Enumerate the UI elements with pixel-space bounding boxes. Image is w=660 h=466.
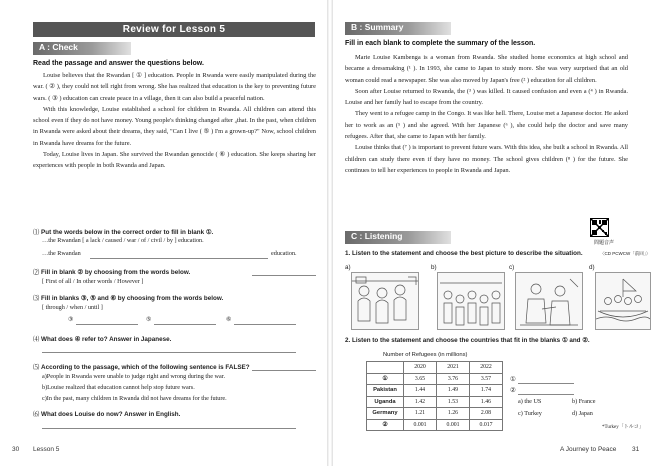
section-c-title: C : Listening — [345, 231, 451, 244]
passage — [33, 70, 316, 172]
footer-title: A Journey to Peace — [560, 446, 617, 453]
summary — [345, 52, 628, 176]
listening-question-1: 1. Listen to the statement and choose the best picture to describe the situation. — [345, 250, 583, 257]
table-cell: 1.74 — [470, 385, 503, 397]
summary-paragraph: Marie Louise Kambenga is a woman from Rwanda. She studied home economics at high school and became a dressmaking (¹ ). In 1993, she came to Japan to study more. She was very surprised that an old woman could read a newspaper. She was also moved by Japan's free (² ) education for all children. — [345, 54, 628, 84]
question-3: ⑶ Fill in blanks ③, ⑤ and ⑥ by choosing from the words below. — [33, 295, 224, 302]
q3-blank-5-label: ⑤ — [146, 316, 152, 323]
q3-options: [ through / when / until ] — [42, 304, 103, 311]
picture-a-label: a) — [345, 264, 351, 271]
picture-d-label: d) — [589, 264, 595, 271]
q3-blank-5-line[interactable] — [154, 324, 216, 325]
table-cell: 3.65 — [404, 373, 437, 385]
q3-blank-6-line[interactable] — [234, 324, 296, 325]
summary-paragraph: Louise thinks that (⁷ ) is important to prevent future wars. With this idea, she built a school in Rwanda. All children can study there even if they have no money. The school gives children (⁸ ) for the future. She continues to tell her experiences to people in Rwanda and Japan. — [345, 144, 628, 174]
question-6: ⑹ What does Louise do now? Answer in English. — [33, 411, 181, 418]
table-header: 2020 — [404, 362, 437, 374]
table-row — [367, 408, 503, 420]
q4-answer-line[interactable] — [42, 352, 296, 353]
table-cell: Uganda — [367, 396, 404, 408]
table-cell: 1.53 — [437, 396, 470, 408]
choice-d: d) Japan — [572, 410, 593, 417]
table-cell: Germany — [367, 408, 404, 420]
q1-answer-prefix: …the Rwandan — [42, 250, 81, 257]
section-a-title: A : Check — [33, 42, 131, 55]
review-header: Review for Lesson 5 — [33, 22, 315, 37]
table-row — [367, 385, 503, 397]
table-caption: Number of Refugees (in millions) — [383, 352, 468, 358]
q5-option-b: b)Louise realized that education cannot help stop future wars. — [42, 384, 195, 391]
choice-a: a) the US — [518, 398, 542, 405]
table-cell: Pakistan — [367, 385, 404, 397]
table-cell: 1.26 — [437, 408, 470, 420]
page-number-left: 30 — [12, 446, 20, 453]
table-cell: 3.76 — [437, 373, 470, 385]
table-cell: 0.017 — [470, 419, 503, 431]
table-cell: 0.001 — [404, 419, 437, 431]
instruction-a: Read the passage and answer the questions below. — [33, 60, 204, 67]
picture-d[interactable] — [595, 272, 651, 330]
section-b-title: B : Summary — [345, 22, 451, 35]
table-cell: 1.46 — [470, 396, 503, 408]
q2-answer-line[interactable] — [252, 275, 316, 276]
q3-blank-3-label: ③ — [68, 316, 74, 323]
blank-1-line[interactable] — [518, 383, 574, 384]
passage-paragraph: Louise believes that the Rwandan [ ① ] education. People in Rwanda were easily manipulated during the war. ( ② ), they could not tell right from wrong. She has realized that education is the key to preventing future wars. ( ③ ) education can create peace in a village, then it can also build a peaceful nation. — [33, 72, 316, 102]
cd-note: 〈CD PCWCW「前回」〉 — [600, 251, 651, 256]
picture-a[interactable] — [351, 272, 419, 330]
table-header-row — [367, 362, 503, 374]
picture-b-label: b) — [431, 264, 437, 271]
table-header: 2021 — [437, 362, 470, 374]
turkey-note: *Turkey「トルコ」 — [602, 425, 644, 430]
picture-c[interactable] — [515, 272, 583, 330]
blank-2-label: ② — [510, 387, 516, 394]
refugee-table — [366, 361, 503, 431]
q5-option-a: a)People in Rwanda were unable to judge right and wrong during the war. — [42, 373, 225, 380]
table-cell: 2.08 — [470, 408, 503, 420]
picture-c-label: c) — [509, 264, 515, 271]
question-2: ⑵ Fill in blank ② by choosing from the words below. — [33, 269, 191, 276]
q3-blank-6-label: ⑥ — [226, 316, 232, 323]
listening-question-2: 2. Listen to the statement and choose the countries that fit in the blanks ① and ②. — [345, 337, 590, 344]
q5-option-c: c)In the past, many children in Rwanda did not have dreams for the future. — [42, 395, 227, 402]
question-5: ⑸ According to the passage, which of the following sentence is FALSE? — [33, 364, 250, 371]
right-page — [332, 0, 660, 466]
picture-b[interactable] — [437, 272, 505, 330]
q1-answer-suffix: education. — [271, 250, 297, 257]
table-cell: 0.001 — [437, 419, 470, 431]
choice-c: c) Turkey — [518, 410, 542, 417]
table-cell: 1.21 — [404, 408, 437, 420]
blank-2-line[interactable] — [518, 394, 574, 395]
table-cell: ① — [367, 373, 404, 385]
footer-lesson: Lesson 5 — [33, 446, 60, 453]
question-1: ⑴ Put the words below in the correct order to fill in blank ①. — [33, 229, 214, 236]
qr-label: 問題音声 — [594, 240, 615, 246]
table-cell: 1.42 — [404, 396, 437, 408]
instruction-b: Fill in each blank to complete the summary of the lesson. — [345, 40, 536, 47]
question-4: ⑷ What does ④ refer to? Answer in Japanese. — [33, 336, 172, 343]
page-number-right: 31 — [632, 446, 640, 453]
q6-answer-line[interactable] — [42, 428, 296, 429]
q5-answer-line[interactable] — [252, 370, 316, 371]
table-cell: 3.57 — [470, 373, 503, 385]
q1-answer-line[interactable] — [90, 258, 268, 259]
q3-blank-3-line[interactable] — [76, 324, 138, 325]
table-row — [367, 396, 503, 408]
summary-paragraph: They went to a refugee camp in the Congo. It was like hell. There, Louise met a Japanese doctor. He asked her to work as an (⁵ ) and she agreed. With her Japanese (⁶ ), she could help the doctor and save many refugees. After that, she came to Japan with her family. — [345, 110, 628, 141]
choice-b: b) France — [572, 398, 596, 405]
table-header — [367, 362, 404, 374]
passage-paragraph: With this knowledge, Louise established a school for children in Rwanda. All children can attend this school even if they do not have money. Young people's thinking changed after ₄that. In the past, when children in Rwanda were asked about their dreams, they said, "Can I live ( ⑤ ) I'm a grown-up?" Now, school children in Rwanda have dreams for the future. — [33, 105, 316, 147]
table-row — [367, 373, 503, 385]
table-cell: 1.49 — [437, 385, 470, 397]
blank-1-label: ① — [510, 376, 516, 383]
left-page — [0, 0, 328, 466]
q1-word-list: …the Rwandan [ a lack / caused / war / of / civil / by ] education. — [42, 237, 204, 244]
table-header: 2022 — [470, 362, 503, 374]
qr-code-icon[interactable] — [590, 218, 609, 237]
summary-paragraph: Soon after Louise returned to Rwanda, the (³ ) was killed. It caused confusion and even a (⁴ ) in Rwanda. Louise and her family had to escape from the country. — [345, 87, 628, 107]
passage-paragraph: Today, Louise lives in Japan. She survived the Rwandan genocide ( ⑥ ) education. She keeps sharing her experiences with people in both Rwanda and Japan. — [33, 151, 316, 170]
q2-options: [ First of all / In other words / However ] — [42, 278, 144, 285]
table-cell: 1.44 — [404, 385, 437, 397]
table-row — [367, 419, 503, 431]
table-cell: ② — [367, 419, 404, 431]
